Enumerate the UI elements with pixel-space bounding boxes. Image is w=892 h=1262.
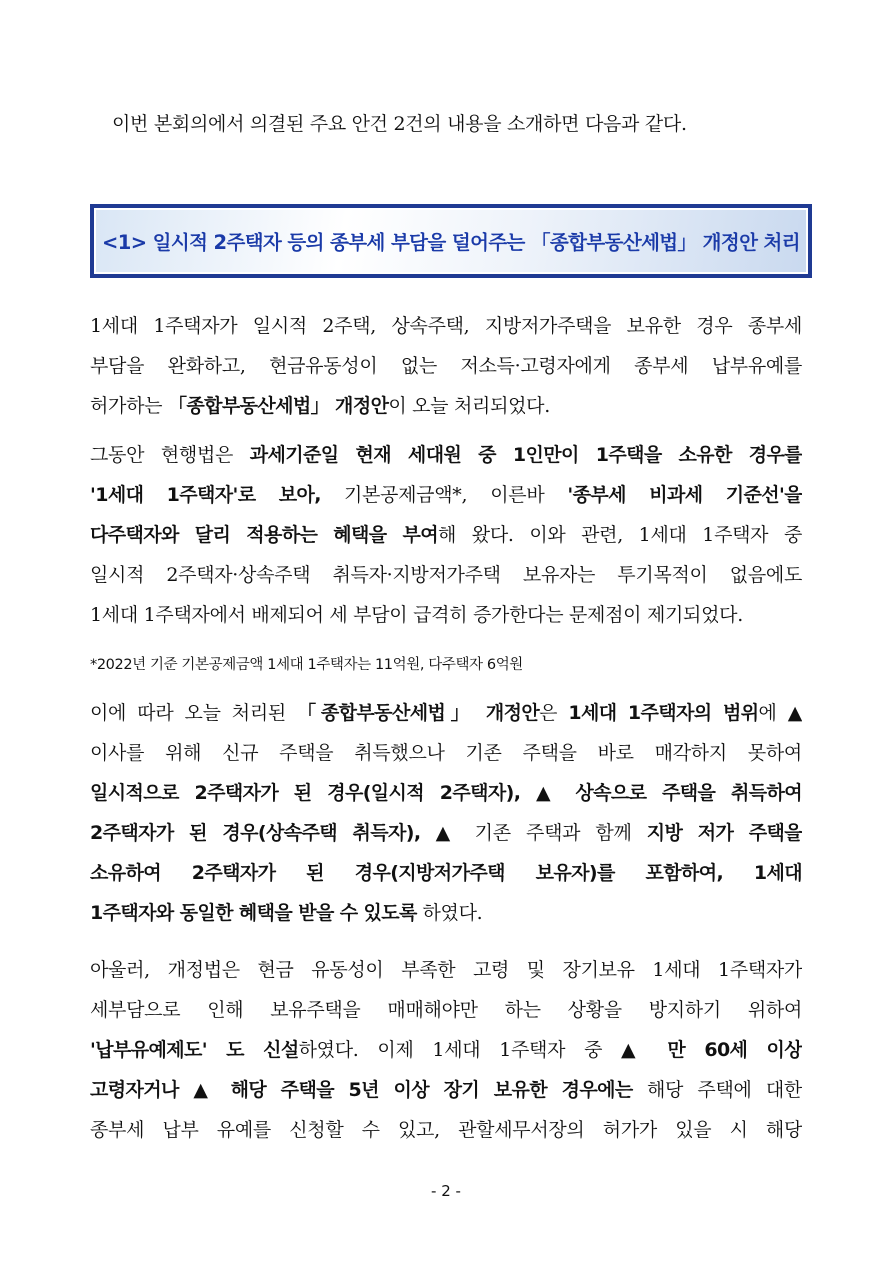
p2-line-4: 일시적 2주택자·상속주택 취득자·지방저가주택 보유자는 투기목적이 없음에도 (90, 564, 802, 586)
p4-text: 해당 주택에 대한 (632, 1079, 802, 1101)
p3-text: 하였다. (416, 902, 483, 924)
banner-title: <1> 일시적 2주택자 등의 종부세 부담을 덜어주는 「종합부동산세법」 개정안 처리 (101, 231, 801, 254)
p2-text: 그동안 현행법은 (90, 444, 250, 466)
paragraph-1 (90, 306, 802, 426)
p2-bold: 다주택자와 달리 적용하는 혜택을 부여 (90, 524, 438, 546)
p1-bold-bill-name: 「종합부동산세법」 개정안 (167, 395, 389, 417)
p3-text: 에 ▲ (758, 702, 802, 724)
p4-line-5: 종부세 납부 유예를 신청할 수 있고, 관할세무서장의 허가가 있을 시 해당 (90, 1119, 802, 1141)
p2-bold: '1세대 1주택자'로 보아, (90, 484, 321, 506)
p3-text: 은 (539, 702, 569, 724)
p3-bold: 소유하여 2주택자가 된 경우(지방저가주택 보유자)를 포함하여, 1세대 (90, 862, 802, 884)
paragraph-2 (90, 435, 802, 635)
paragraph-4 (90, 950, 802, 1150)
p4-bold: '납부유예제도' 도 신설 (90, 1039, 299, 1061)
p3-line-4 (90, 813, 802, 853)
p3-line-3 (90, 773, 802, 813)
p3-text: ▲ 기존 주택과 함께 (420, 822, 647, 844)
p1-line-3 (90, 386, 802, 426)
p3-text: 이에 따라 오늘 처리된 (90, 702, 298, 724)
p1-line-2: 부담을 완화하고, 현금유동성이 없는 저소득·고령자에게 종부세 납부유예를 (90, 355, 802, 377)
p3-line-2: 이사를 위해 신규 주택을 취득했으나 기존 주택을 바로 매각하지 못하여 (90, 742, 802, 764)
p3-line-6 (90, 893, 802, 933)
p2-bold: 과세기준일 현재 세대원 중 1인만이 1주택을 소유한 경우를 (249, 444, 802, 466)
footnote: *2022년 기준 기본공제금액 1세대 1주택자는 11억원, 다주택자 6억원 (90, 657, 523, 673)
p3-bold: 「종합부동산세법」 개정안 (297, 702, 540, 724)
p1-text-end: 이 오늘 처리되었다. (388, 395, 550, 417)
p3-line-1 (90, 693, 802, 733)
p3-bold: 1주택자와 동일한 혜택을 받을 수 있도록 (90, 902, 417, 924)
intro-paragraph (90, 104, 802, 144)
p2-line-3 (90, 515, 802, 555)
p3-bold: 지방 저가 주택을 (646, 822, 802, 844)
p3-bold: 2주택자가 된 경우(상속주택 취득자), (90, 822, 421, 844)
p3-bold: 1세대 1주택자의 범위 (568, 702, 759, 724)
p1-line-1: 1세대 1주택자가 일시적 2주택, 상속주택, 지방저가주택을 보유한 경우 종부세 (90, 315, 802, 337)
p4-text: 하였다. 이제 1세대 1주택자 중 (298, 1039, 622, 1061)
p2-line-1 (90, 435, 802, 475)
p2-text: 기본공제금액*, 이른바 (320, 484, 568, 506)
intro-line: 이번 본회의에서 의결된 주요 안건 2건의 내용을 소개하면 다음과 같다. (112, 113, 687, 135)
p1-text: 허가하는 (90, 395, 168, 417)
paragraph-3 (90, 693, 802, 933)
p3-line-5 (90, 853, 802, 893)
p2-line-2 (90, 475, 802, 515)
p4-line-2: 세부담으로 인해 보유주택을 매매해야만 하는 상황을 방지하기 위하여 (90, 999, 802, 1021)
p2-line-5: 1세대 1주택자에서 배제되어 세 부담이 급격히 증가한다는 문제점이 제기되었다. (90, 604, 743, 626)
p2-bold: '종부세 비과세 기준선'을 (567, 484, 802, 506)
p2-text: 해 왔다. 이와 관련, 1세대 1주택자 중 (438, 524, 802, 546)
p4-line-1: 아울러, 개정법은 현금 유동성이 부족한 고령 및 장기보유 1세대 1주택자가 (90, 959, 802, 981)
page-number: - 2 - (431, 1182, 461, 1200)
p4-bold: ▲ 만 60세 이상 (621, 1039, 802, 1061)
p4-bold: 고령자거나 ▲ 해당 주택을 5년 이상 장기 보유한 경우에는 (90, 1079, 633, 1101)
section-banner (90, 204, 812, 278)
p3-bold: 일시적으로 2주택자가 된 경우(일시적 2주택자), ▲ 상속으로 주택을 취득하여 (90, 782, 802, 804)
p4-line-4 (90, 1070, 802, 1110)
p4-line-3 (90, 1030, 802, 1070)
